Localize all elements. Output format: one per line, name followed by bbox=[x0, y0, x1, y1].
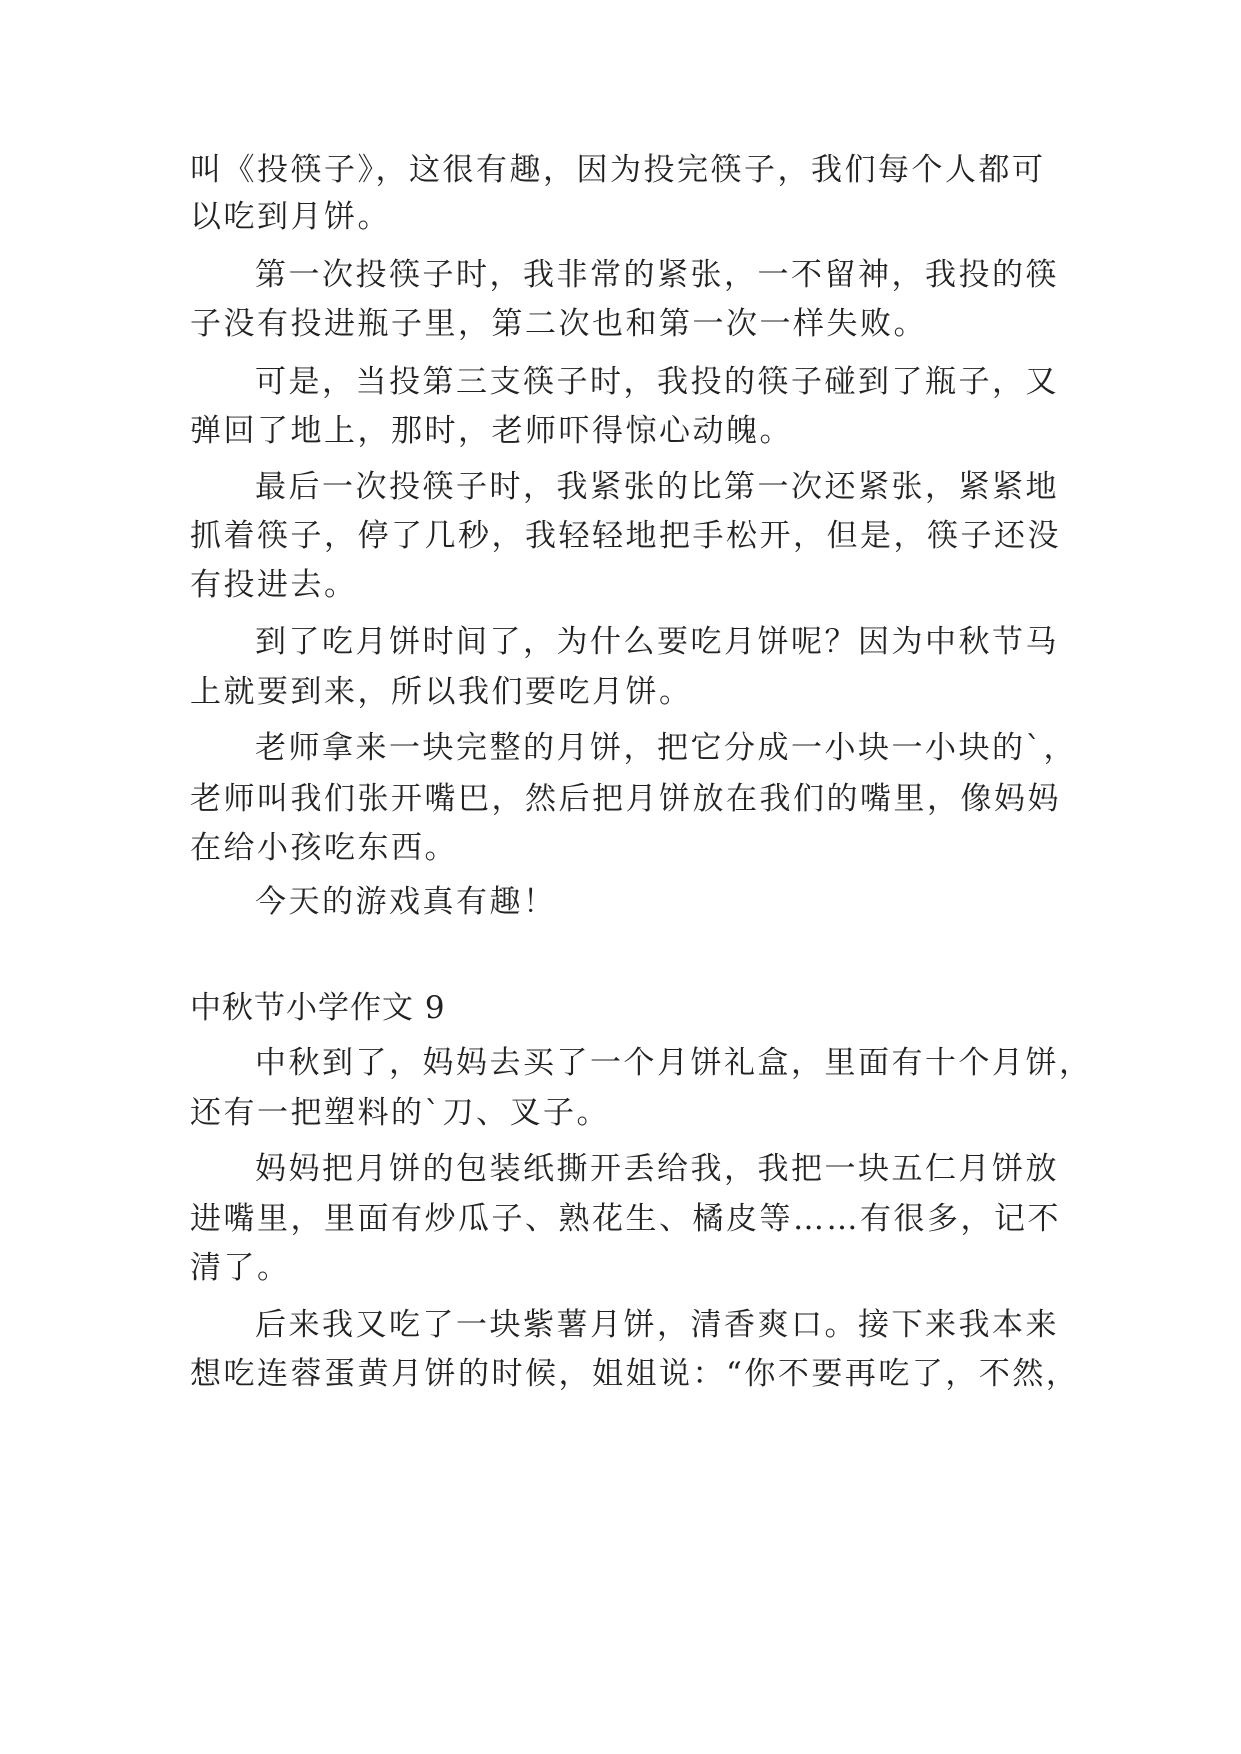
paragraph-start-line: 中秋到了，妈妈去买了一个月饼礼盒，里面有十个月饼， bbox=[255, 1045, 1093, 1081]
paragraph-start-line: 今天的游戏真有趣！ bbox=[255, 884, 557, 920]
text-line: 弹回了地上，那时，老师吓得惊心动魄。 bbox=[190, 413, 793, 449]
paragraph-start-line: 可是，当投第三支筷子时，我投的筷子碰到了瓶子，又 bbox=[255, 364, 1059, 400]
paragraph-start-line: 后来我又吃了一块紫薯月饼，清香爽口。接下来我本来 bbox=[255, 1307, 1059, 1343]
paragraph-start-line: 到了吃月饼时间了，为什么要吃月饼呢？因为中秋节马 bbox=[255, 624, 1059, 660]
text-line: 以吃到月饼。 bbox=[190, 199, 391, 235]
text-line: 进嘴里，里面有炒瓜子、熟花生、橘皮等……有很多，记不 bbox=[190, 1201, 1061, 1237]
text-line: 子没有投进瓶子里，第二次也和第一次一样失败。 bbox=[190, 306, 927, 342]
text-line: 还有一把塑料的`刀、叉子。 bbox=[190, 1095, 610, 1131]
text-line: 抓着筷子，停了几秒，我轻轻地把手松开，但是，筷子还没 bbox=[190, 518, 1061, 554]
text-line: 上就要到来，所以我们要吃月饼。 bbox=[190, 674, 693, 710]
section-title: 中秋节小学作文 9 bbox=[190, 990, 446, 1026]
paragraph-start-line: 妈妈把月饼的包装纸撕开丢给我，我把一块五仁月饼放 bbox=[255, 1151, 1059, 1187]
text-line: 在给小孩吃东西。 bbox=[190, 830, 458, 866]
text-line: 叫《投筷子》，这很有趣，因为投完筷子，我们每个人都可 bbox=[190, 152, 1046, 188]
paragraph-start-line: 第一次投筷子时，我非常的紧张，一不留神，我投的筷 bbox=[255, 257, 1059, 293]
text-line: 老师叫我们张开嘴巴，然后把月饼放在我们的嘴里，像妈妈 bbox=[190, 781, 1061, 817]
paragraph-start-line: 老师拿来一块完整的月饼，把它分成一小块一小块的`， bbox=[255, 730, 1077, 766]
text-line: 有投进去。 bbox=[190, 567, 358, 603]
text-line: 想吃连蓉蛋黄月饼的时候，姐姐说：“你不要再吃了，不然， bbox=[190, 1356, 1080, 1392]
paragraph-start-line: 最后一次投筷子时，我紧张的比第一次还紧张，紧紧地 bbox=[255, 469, 1059, 505]
text-line: 清了。 bbox=[190, 1250, 291, 1286]
